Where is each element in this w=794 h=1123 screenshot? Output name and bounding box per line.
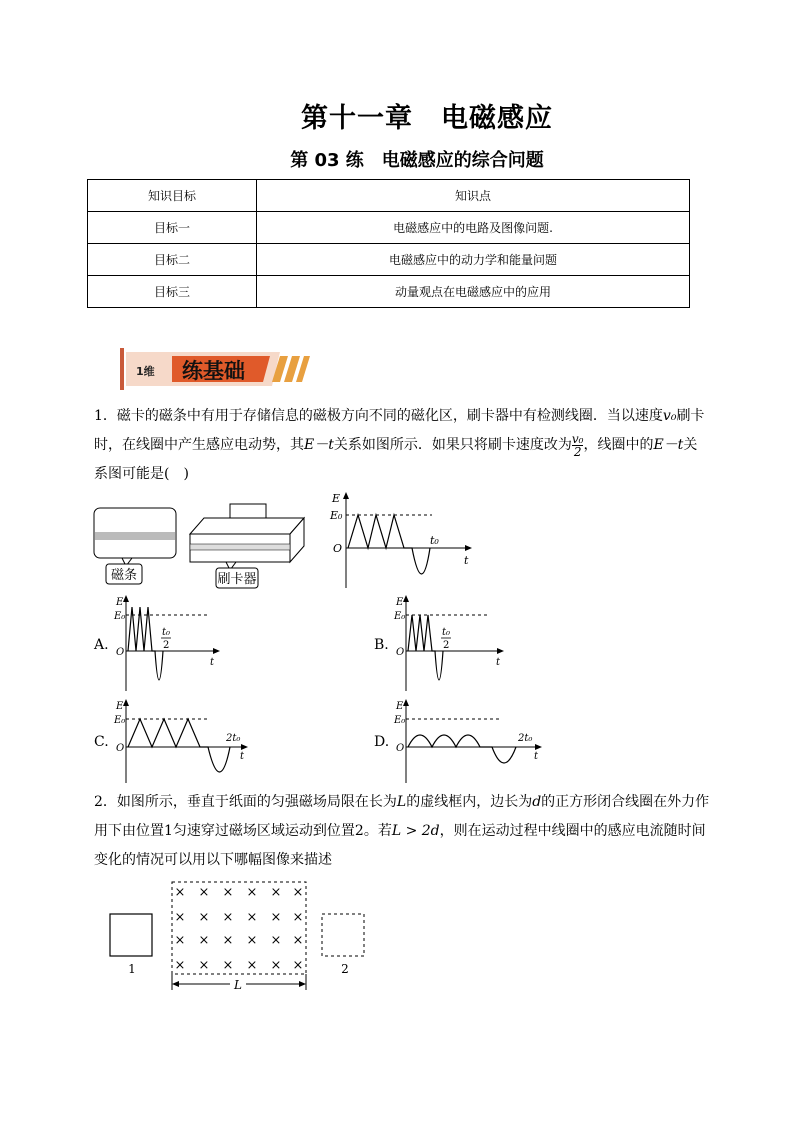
field-mark: × bbox=[222, 933, 234, 948]
label-E0: E₀ bbox=[394, 611, 406, 622]
field-mark: × bbox=[222, 958, 234, 973]
y-axis-arrow bbox=[123, 595, 129, 602]
option-b-label: B. bbox=[374, 637, 389, 653]
label-E0: E₀ bbox=[114, 611, 126, 622]
option-c-label: C. bbox=[94, 734, 109, 750]
label-t: t bbox=[210, 657, 215, 668]
banner-title: 练基础 bbox=[182, 359, 245, 383]
field-mark: × bbox=[198, 933, 210, 948]
dimension-arrow bbox=[299, 981, 306, 987]
field-mark: × bbox=[270, 933, 282, 948]
label-2t0: 2t₀ bbox=[226, 733, 241, 744]
y-axis-arrow bbox=[123, 699, 129, 706]
field-mark: × bbox=[270, 885, 282, 900]
field-mark: × bbox=[270, 958, 282, 973]
label-t: t bbox=[464, 554, 469, 567]
y-axis-arrow bbox=[403, 595, 409, 602]
table-cell: 动量观点在电磁感应中的应用 bbox=[257, 276, 690, 308]
option-d-label: D. bbox=[374, 734, 390, 750]
position-1-label: 1 bbox=[128, 962, 136, 976]
card-reader-illustration bbox=[92, 500, 322, 590]
label-t0-den: 2 bbox=[163, 640, 170, 651]
table-cell: 目标二 bbox=[88, 244, 257, 276]
field-mark: × bbox=[174, 885, 186, 900]
table-cell: 电磁感应中的动力学和能量问题 bbox=[257, 244, 690, 276]
emf-curve bbox=[348, 515, 430, 574]
field-mark: × bbox=[246, 910, 258, 925]
question-1 bbox=[94, 402, 714, 489]
label-E: E bbox=[116, 701, 124, 712]
y-axis-arrow bbox=[343, 492, 349, 499]
emf-curve bbox=[128, 719, 230, 772]
strip-label: 磁条 bbox=[110, 568, 138, 583]
option-a-label: A. bbox=[94, 637, 109, 653]
label-t: t bbox=[496, 657, 501, 668]
q2-line-2: 用下由位置1匀速穿过磁场区域运动到位置2。若L > 2d，则在运动过程中线圈中的感应电流随时间 bbox=[94, 823, 706, 839]
x-axis-arrow bbox=[535, 744, 542, 750]
table-header: 知识点 bbox=[257, 180, 690, 212]
reader-label: 刷卡器 bbox=[217, 572, 257, 587]
field-mark: × bbox=[246, 885, 258, 900]
y-axis-arrow bbox=[403, 699, 409, 706]
field-mark: × bbox=[174, 910, 186, 925]
emf-curve bbox=[408, 735, 516, 763]
label-O: O bbox=[333, 542, 343, 555]
option-c-graph[interactable] bbox=[112, 697, 252, 785]
q2-line-3: 变化的情况可以用以下哪幅图像来描述 bbox=[94, 852, 332, 868]
field-mark: × bbox=[246, 933, 258, 948]
x-axis-arrow bbox=[213, 648, 220, 654]
table-header: 知识目标 bbox=[88, 180, 257, 212]
field-mark: × bbox=[292, 958, 304, 973]
label-O: O bbox=[396, 743, 405, 754]
label-t0-den: 2 bbox=[443, 640, 450, 651]
field-region bbox=[172, 882, 306, 974]
x-axis-arrow bbox=[465, 545, 472, 551]
field-mark: × bbox=[292, 885, 304, 900]
option-b-graph[interactable] bbox=[392, 593, 507, 693]
label-t0-num: t₀ bbox=[442, 627, 451, 638]
field-mark: × bbox=[222, 910, 234, 925]
position-2-label: 2 bbox=[341, 962, 349, 976]
table-row bbox=[88, 212, 690, 244]
field-mark: × bbox=[198, 910, 210, 925]
field-mark: × bbox=[246, 958, 258, 973]
field-mark: × bbox=[198, 958, 210, 973]
reader-top-face bbox=[190, 518, 304, 534]
label-E: E bbox=[332, 492, 341, 505]
label-E0: E₀ bbox=[330, 509, 343, 522]
label-O: O bbox=[396, 647, 405, 658]
question-2 bbox=[94, 788, 714, 875]
dimension-arrow bbox=[172, 981, 179, 987]
reader-slot bbox=[190, 544, 290, 550]
emf-curve bbox=[408, 615, 443, 680]
label-E: E bbox=[116, 597, 124, 608]
table-row bbox=[88, 244, 690, 276]
label-E0: E₀ bbox=[114, 715, 126, 726]
q1-line-3: 系图可能是( ) bbox=[94, 466, 189, 482]
field-marks bbox=[175, 885, 304, 973]
label-E0: E₀ bbox=[394, 715, 406, 726]
emf-curve bbox=[128, 607, 163, 680]
table-cell: 电磁感应中的电路及图像问题. bbox=[257, 212, 690, 244]
label-t: t bbox=[240, 751, 245, 762]
label-2t0: 2t₀ bbox=[518, 733, 533, 744]
option-d-graph[interactable] bbox=[392, 697, 547, 785]
field-mark: × bbox=[198, 885, 210, 900]
coil-position-1 bbox=[110, 914, 152, 956]
goals-table bbox=[87, 179, 690, 308]
table-cell: 目标三 bbox=[88, 276, 257, 308]
field-mark: × bbox=[292, 933, 304, 948]
coil-position-2 bbox=[322, 914, 364, 956]
option-a-graph[interactable] bbox=[112, 593, 222, 693]
field-mark: × bbox=[174, 958, 186, 973]
label-t0: t₀ bbox=[430, 534, 439, 547]
label-O: O bbox=[116, 647, 125, 658]
q1-line-2: 时，在线圈中产生感应电动势，其E－t关系如图所示．如果只将刷卡速度改为 $\frac{\text{v₀}}{2}$ ，线圈中的E－t关 bbox=[94, 431, 698, 459]
label-E: E bbox=[396, 597, 404, 608]
x-axis-arrow bbox=[497, 648, 504, 654]
section-banner bbox=[120, 348, 310, 390]
practice-title: 第 03 练 电磁感应的综合问题 bbox=[290, 150, 544, 171]
table-row bbox=[88, 276, 690, 308]
field-mark: × bbox=[174, 933, 186, 948]
q1-line-1: 1．磁卡的磁条中有用于存储信息的磁极方向不同的磁化区，刷卡器中有检测线圈．当以速度v₀刷卡 bbox=[94, 408, 705, 424]
magnetic-strip bbox=[95, 532, 175, 540]
label-E: E bbox=[396, 701, 404, 712]
label-t: t bbox=[534, 751, 539, 762]
chapter-title: 第十一章 电磁感应 bbox=[301, 103, 553, 134]
banner-bar bbox=[120, 348, 124, 390]
label-O: O bbox=[116, 743, 125, 754]
banner-badge: 1维 bbox=[136, 365, 155, 378]
label-t0-num: t₀ bbox=[162, 627, 171, 638]
x-axis-arrow bbox=[241, 744, 248, 750]
reader-top bbox=[230, 504, 266, 518]
field-mark: × bbox=[270, 910, 282, 925]
table-cell: 目标一 bbox=[88, 212, 257, 244]
field-mark: × bbox=[222, 885, 234, 900]
field-mark: × bbox=[292, 910, 304, 925]
q2-line-1: 2．如图所示，垂直于纸面的匀强磁场局限在长为L的虚线框内，边长为d的正方形闭合线圈在外力作 bbox=[94, 794, 710, 810]
q1-original-graph bbox=[326, 490, 476, 590]
q2-field-diagram bbox=[100, 876, 380, 996]
table-header-row bbox=[88, 180, 690, 212]
L-label: L bbox=[234, 978, 242, 992]
